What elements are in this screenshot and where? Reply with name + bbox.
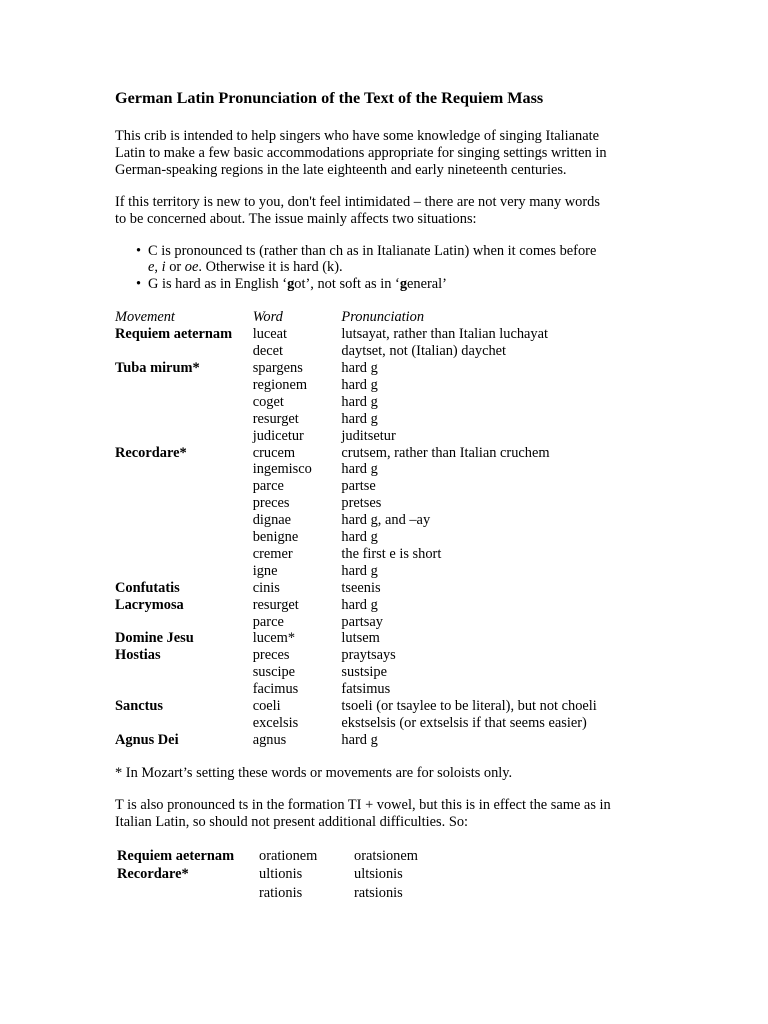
word-cell: judicetur <box>252 427 304 444</box>
table-row <box>115 461 655 478</box>
movement-cell: Recordare* <box>115 444 187 461</box>
table-row <box>115 428 655 445</box>
ti-paragraph <box>115 797 655 831</box>
movement-cell <box>115 343 253 360</box>
header-pronunciation: Pronunciation <box>341 309 425 326</box>
letter-i: i <box>161 259 166 276</box>
word-cell: resurget <box>252 596 299 613</box>
letters-oe: oe <box>184 259 199 276</box>
movement-cell: Agnus Dei <box>115 731 179 748</box>
movement-cell <box>115 546 253 563</box>
movement-cell: Domine Jesu <box>115 630 194 647</box>
or-text: or <box>165 259 185 276</box>
movement-cell <box>115 428 253 445</box>
pronunciation-cell: hard g <box>341 461 378 478</box>
pronunciation-cell: hard g <box>341 410 378 427</box>
movement-cell <box>115 681 253 698</box>
table-row <box>115 681 655 698</box>
movement-cell: Hostias <box>115 647 161 664</box>
territory-paragraph <box>115 194 655 228</box>
rule-g-line <box>148 276 655 293</box>
rules-list <box>115 243 655 294</box>
ti-line: T is also pronounced ts in the formation TI + vowel, but this is in effect the same as in <box>115 796 611 813</box>
movement-cell <box>115 478 253 495</box>
pronunciation-cell: praytsays <box>341 647 396 664</box>
table-row <box>115 343 655 360</box>
pronunciation-cell: hard g <box>341 731 378 748</box>
rule-c-item <box>115 243 655 277</box>
rule-g-item <box>115 276 655 293</box>
word-cell: cinis <box>252 579 280 596</box>
movement-cell <box>115 614 253 631</box>
table-row <box>115 698 655 715</box>
pronunciation-cell: sustsipe <box>341 664 387 681</box>
intro-line: German-speaking regions in the late eighteenth and early nineteenth centuries. <box>115 161 567 178</box>
letter-e: e <box>148 259 155 276</box>
word-cell: preces <box>252 495 290 512</box>
word-cell: decet <box>252 343 284 360</box>
table-row <box>115 630 655 647</box>
word-cell: regionem <box>252 376 308 393</box>
table-row <box>115 715 655 732</box>
word-cell: lucem* <box>252 630 296 647</box>
word-cell: dignae <box>252 512 292 529</box>
pronunciation-cell: partsay <box>341 613 383 630</box>
word-cell: cremer <box>252 545 293 562</box>
table-row <box>115 614 655 631</box>
movement-cell: Tuba mirum* <box>115 359 200 376</box>
table-row <box>115 563 655 580</box>
bullet-dot-icon: • <box>136 276 142 293</box>
pronunciation-cell: fatsimus <box>341 681 391 698</box>
movement-cell: Recordare* <box>117 866 189 883</box>
comma-text: , <box>154 259 162 276</box>
word-cell: rationis <box>259 885 303 902</box>
pronunciation-cell: hard g, and –ay <box>341 512 431 529</box>
word-cell: suscipe <box>252 664 296 681</box>
pronunciation-cell: lutsem <box>341 630 380 647</box>
rule-c-line2 <box>148 259 655 276</box>
word-cell: parce <box>252 478 284 495</box>
word-cell: orationem <box>259 847 318 864</box>
pronunciation-table <box>115 309 655 749</box>
movement-cell <box>115 529 253 546</box>
pronunciation-cell: hard g <box>341 393 378 410</box>
table-row <box>115 445 655 462</box>
word-cell: coeli <box>252 698 281 715</box>
footnote <box>115 765 655 782</box>
table-row <box>115 495 655 512</box>
header-word: Word <box>252 309 283 326</box>
table-row <box>115 732 655 749</box>
movement-cell: Lacrymosa <box>115 596 184 613</box>
intro-line: Latin to make a few basic accommodations appropriate for singing settings written in <box>115 144 607 161</box>
table-row <box>115 478 655 495</box>
movement-cell: Requiem aeternam <box>117 847 235 864</box>
movement-cell <box>115 394 253 411</box>
pronunciation-cell: tseenis <box>341 579 381 596</box>
rule-c-line1: C is pronounced ts (rather than ch as in Italianate Latin) when it comes before <box>148 242 597 259</box>
table-row <box>115 647 655 664</box>
word-cell: ingemisco <box>252 461 312 478</box>
rule-g-mid: ot’, not soft as in ‘ <box>294 276 400 293</box>
word-cell: igne <box>252 562 278 579</box>
pronunciation-cell: hard g <box>341 562 378 579</box>
movement-cell <box>115 512 253 529</box>
pronunciation-cell: lutsayat, rather than Italian luchayat <box>341 326 548 343</box>
pronunciation-cell: the first e is short <box>341 545 442 562</box>
movement-cell <box>115 411 253 428</box>
territory-line: to be concerned about. The issue mainly affects two situations: <box>115 210 477 227</box>
footnote-line: * In Mozart’s setting these words or movements are for soloists only. <box>115 764 513 781</box>
pronunciation-cell: oratsionem <box>354 847 418 864</box>
table-header-row <box>115 309 655 326</box>
rule-c-rest: . Otherwise it is hard (k). <box>198 259 343 276</box>
movement-cell: Sanctus <box>115 698 163 715</box>
pronunciation-cell: ultsionis <box>354 866 403 883</box>
pronunciation-cell: hard g <box>341 596 378 613</box>
table-row <box>115 546 655 563</box>
table-row <box>115 326 655 343</box>
pronunciation-cell: ratsionis <box>354 885 403 902</box>
word-cell: facimus <box>252 681 299 698</box>
word-cell: crucem <box>252 444 296 461</box>
ti-line: Italian Latin, so should not present additional difficulties. So: <box>115 813 469 830</box>
word-cell: luceat <box>252 326 288 343</box>
rule-g-bold-g: g <box>399 276 408 293</box>
movement-cell <box>115 664 253 681</box>
word-cell: excelsis <box>252 715 299 731</box>
pronunciation-cell: hard g <box>341 529 378 546</box>
table-row <box>115 580 655 597</box>
movement-cell: Requiem aeternam <box>115 326 233 343</box>
word-cell: spargens <box>252 359 303 376</box>
table-row <box>117 866 418 883</box>
table-row <box>115 394 655 411</box>
word-cell: parce <box>252 613 284 630</box>
movement-cell <box>115 377 253 394</box>
table-row <box>115 377 655 394</box>
rule-g-bold-g: g <box>287 276 295 293</box>
table-row <box>115 411 655 428</box>
pronunciation-cell: daytset, not (Italian) daychet <box>341 343 507 360</box>
pronunciation-cell: pretses <box>341 495 382 512</box>
movement-cell <box>115 461 253 478</box>
movement-cell <box>115 563 253 580</box>
rule-g-pre: G is hard as in English ‘ <box>148 276 288 293</box>
word-cell: benigne <box>252 529 299 546</box>
document-page <box>115 88 655 904</box>
pronunciation-cell: juditsetur <box>341 427 396 444</box>
pronunciation-cell: partse <box>341 478 376 495</box>
rule-g-post: eneral’ <box>407 276 447 293</box>
pronunciation-cell: hard g <box>341 359 378 376</box>
territory-line: If this territory is new to you, don't feel intimidated – there are not very many words <box>115 193 600 210</box>
table-row <box>115 664 655 681</box>
movement-cell <box>117 885 257 902</box>
pronunciation-cell: hard g <box>341 376 378 393</box>
table-row <box>115 512 655 529</box>
intro-line: This crib is intended to help singers who have some knowledge of singing Italianate <box>115 128 599 144</box>
word-cell: preces <box>252 647 290 664</box>
word-cell: ultionis <box>259 866 303 883</box>
ti-table <box>115 846 420 905</box>
word-cell: coget <box>252 393 284 410</box>
table-row <box>115 360 655 377</box>
word-cell: resurget <box>252 410 299 427</box>
table-row <box>117 885 418 902</box>
movement-cell <box>115 495 253 512</box>
pronunciation-cell: crutsem, rather than Italian cruchem <box>341 444 550 461</box>
table-row <box>115 529 655 546</box>
word-cell: agnus <box>252 731 287 748</box>
movement-cell: Confutatis <box>115 579 180 596</box>
intro-paragraph <box>115 128 655 179</box>
movement-cell <box>115 715 253 732</box>
pronunciation-cell: ekstselsis (or extselsis if that seems easier) <box>341 715 587 731</box>
pronunciation-cell: tsoeli (or tsaylee to be literal), but not choeli <box>341 698 597 715</box>
page-title: German Latin Pronunciation of the Text of the Requiem Mass <box>115 89 544 107</box>
table-row <box>117 848 418 865</box>
header-movement: Movement <box>115 309 175 326</box>
bullet-dot-icon: • <box>136 242 142 259</box>
table-row <box>115 597 655 614</box>
